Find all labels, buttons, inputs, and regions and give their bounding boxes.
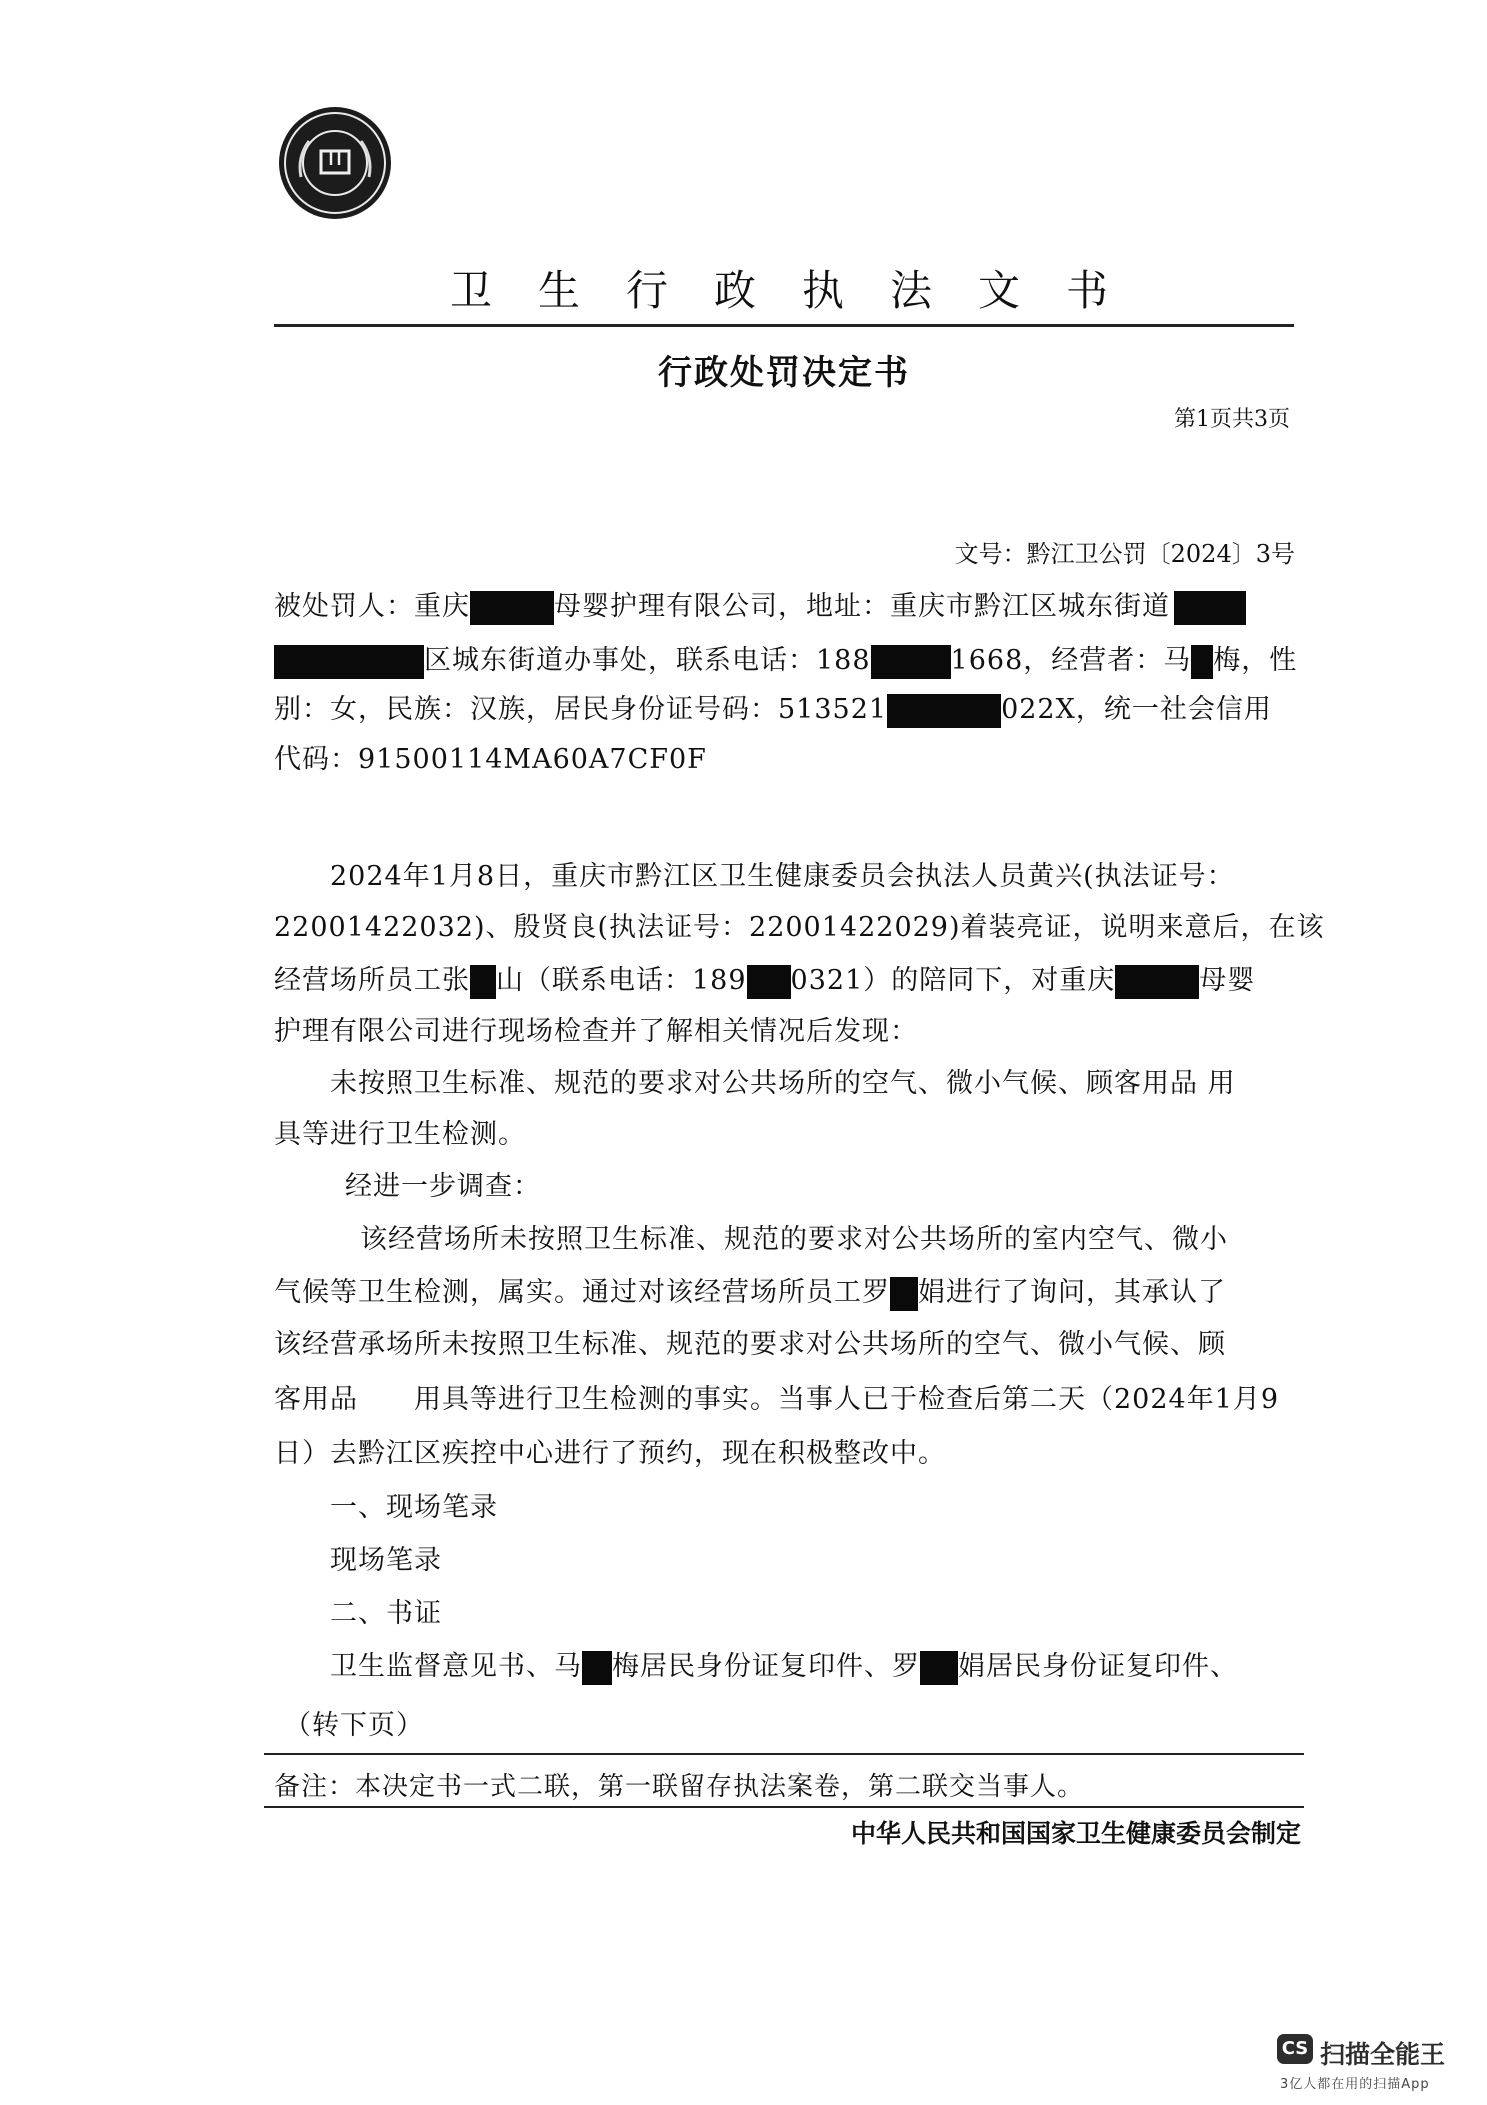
- redaction-block: [871, 645, 951, 679]
- scanner-app-icon: CS: [1277, 2034, 1313, 2064]
- header-title: 卫生行政执法文书: [450, 266, 1155, 315]
- evidence-heading-2: 二、书证: [330, 1598, 442, 1629]
- redaction-block: [470, 965, 496, 999]
- body-line: 经进一步调查：: [345, 1171, 541, 1202]
- document-title: 行政处罚决定书: [658, 353, 910, 393]
- body-text: 经营场所员工张: [274, 965, 470, 996]
- continued-note: （转下页）: [284, 1710, 424, 1741]
- body-text: 母婴: [1199, 965, 1256, 996]
- body-text: 梅居民身份证复印件、罗: [612, 1651, 920, 1682]
- party-text: 母婴护理有限公司，地址：重庆市黔江区城东街道: [554, 591, 1170, 622]
- party-text: 梅，性: [1213, 645, 1298, 676]
- redaction-block: [747, 965, 791, 999]
- page-indicator: 第1页共3页: [1174, 407, 1290, 432]
- emblem-seal: [279, 107, 391, 219]
- evidence-item-1: 现场笔录: [330, 1545, 442, 1576]
- party-text: 区城东街道办事处，联系电话：188: [424, 645, 871, 676]
- party-text: 022X，统一社会信用: [1001, 694, 1272, 725]
- footer-rule-top: [264, 1753, 1304, 1755]
- body-text: 卫生监督意见书、马: [330, 1651, 582, 1682]
- issuer-text: 中华人民共和国国家卫生健康委员会制定: [850, 1819, 1301, 1848]
- party-line-2: [274, 641, 1297, 681]
- redaction-block: [887, 694, 1001, 728]
- party-text: 别：女，民族：汉族，居民身份证号码：513521: [274, 694, 888, 725]
- document-number: 文号：黔江卫公罚〔2024〕3号: [954, 540, 1295, 568]
- body-line: [274, 1273, 1226, 1313]
- party-text: 被处罚人：重庆: [274, 591, 470, 622]
- body-line: [274, 961, 1255, 1001]
- body-text: 0321）的陪同下，对重庆: [790, 965, 1116, 996]
- body-line: 该经营场所未按照卫生标准、规范的要求对公共场所的室内空气、微小: [360, 1224, 1228, 1255]
- party-text: 1668，经营者：马: [950, 645, 1192, 676]
- footer-rule-bottom: [264, 1806, 1304, 1808]
- body-line: 22001422032)、殷贤良(执法证号：22001422029)着装亮证，说明来意后，在该: [274, 912, 1325, 943]
- scanner-app-tagline: 3亿人都在用的扫描App: [1280, 2077, 1430, 2092]
- redaction-block: [920, 1651, 958, 1685]
- body-text: 娟进行了询问，其承认了: [918, 1277, 1226, 1308]
- redaction-block: [890, 1277, 918, 1311]
- body-text: 气候等卫生检测，属实。通过对该经营场所员工罗: [274, 1277, 890, 1308]
- body-text: 娟居民身份证复印件、: [958, 1651, 1238, 1682]
- redaction-block: [1115, 965, 1199, 999]
- body-line: 具等进行卫生检测。: [274, 1119, 526, 1150]
- body-line: 护理有限公司进行现场检查并了解相关情况后发现：: [274, 1016, 918, 1047]
- redaction-block: [1191, 645, 1213, 679]
- body-line: 2024年1月8日，重庆市黔江区卫生健康委员会执法人员黄兴(执法证号：: [330, 861, 1235, 892]
- header-rule: [274, 324, 1294, 327]
- redaction-block: [274, 645, 424, 679]
- redaction-block: [582, 1651, 612, 1685]
- body-text: 山（联系电话：189: [496, 965, 747, 996]
- body-line: 未按照卫生标准、规范的要求对公共场所的空气、微小气候、顾客用品 用: [330, 1068, 1236, 1099]
- footer-note: 备注：本决定书一式二联，第一联留存执法案卷，第二联交当事人。: [274, 1772, 1085, 1802]
- party-line-1: [274, 587, 1246, 627]
- party-line-4: 代码：91500114MA60A7CF0F: [274, 744, 707, 775]
- body-line: 该经营承场所未按照卫生标准、规范的要求对公共场所的空气、微小气候、顾: [274, 1329, 1226, 1360]
- body-line: 日）去黔江区疾控中心进行了预约，现在积极整改中。: [274, 1438, 946, 1469]
- evidence-item-2: [330, 1647, 1238, 1687]
- redaction-block: [1174, 591, 1246, 625]
- evidence-heading-1: 一、现场笔录: [330, 1492, 498, 1523]
- party-line-3: [274, 690, 1272, 730]
- scanner-app-name: 扫描全能王: [1320, 2040, 1446, 2069]
- seal-icon: [279, 107, 391, 219]
- body-line: 客用品 用具等进行卫生检测的事实。当事人已于检查后第二天（2024年1月9: [274, 1384, 1280, 1415]
- redaction-block: [470, 591, 554, 625]
